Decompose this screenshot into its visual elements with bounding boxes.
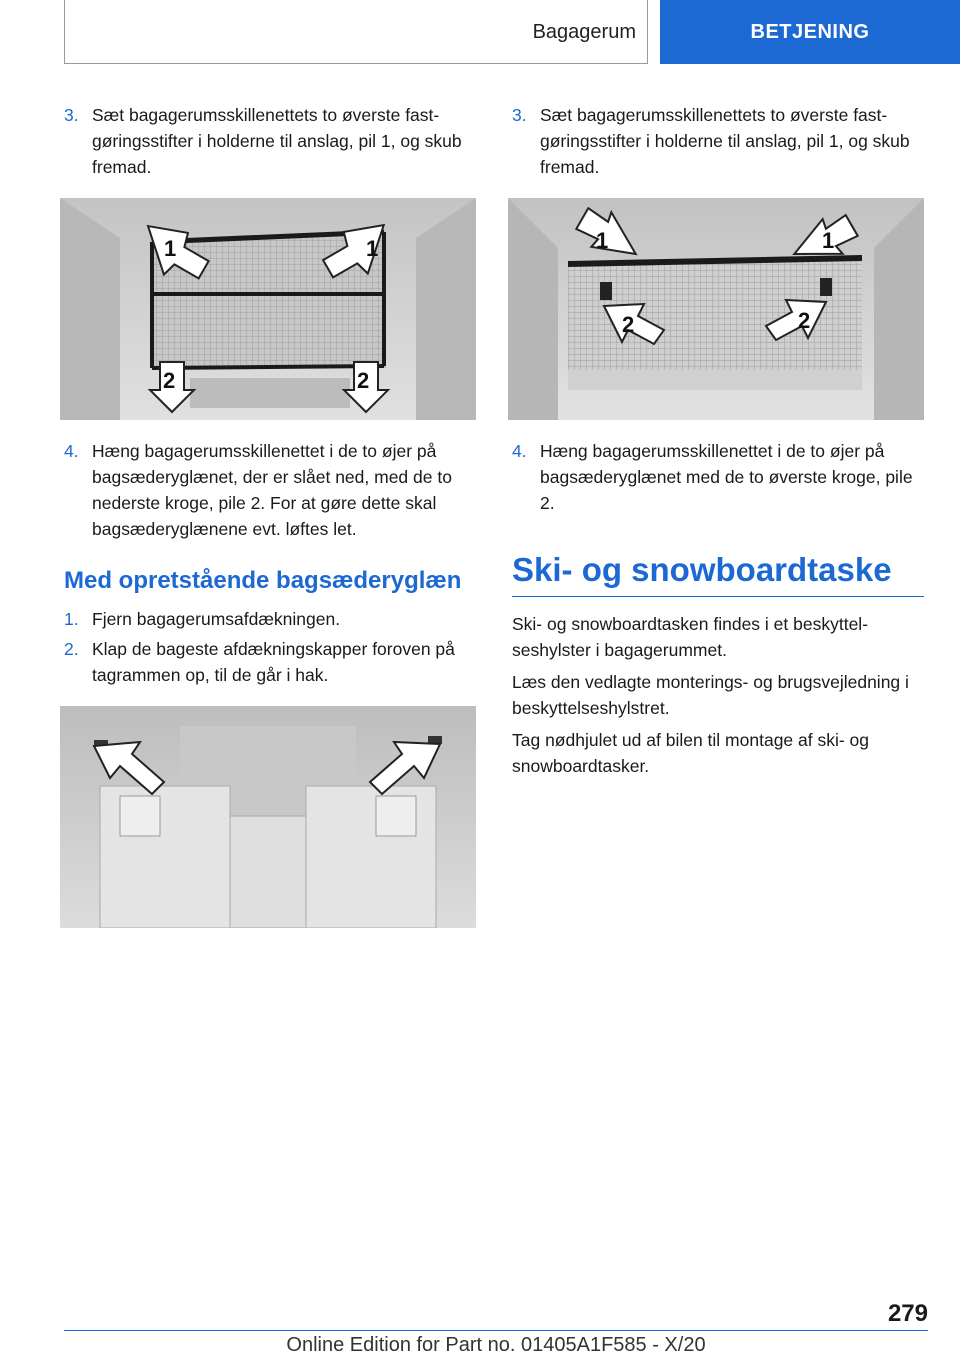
paragraph: Læs den vedlagte monterings- og brugsvejledning i beskyttelseshylstret. <box>512 672 909 718</box>
figure-roof-covers <box>60 706 476 928</box>
step-number: 3. <box>512 105 527 125</box>
paragraph: Tag nødhjulet ud af bilen til montage af ski- og snowboardtasker. <box>512 730 870 776</box>
footer-rule <box>64 1330 928 1331</box>
figure-label: 2 <box>798 308 811 333</box>
step-number: 1. <box>64 609 79 629</box>
step-item <box>508 438 924 516</box>
step-text: Hæng bagagerumsskillenettet i de to øjer på bagsæderyglænet, der er slået ned, med de to nederste kroge, pile 2. For at gøre dette skal bagsæderyglænene evt. løftes let. <box>92 441 452 539</box>
figure-label: 2 <box>163 368 176 393</box>
step-text: Klap de bageste afdækningskapper foroven på tagrammen op, til de går i hak. <box>92 639 455 685</box>
figure-label: 1 <box>164 236 177 261</box>
step-item <box>60 102 476 180</box>
figure-label: 1 <box>822 228 835 253</box>
step-number: 4. <box>64 441 79 461</box>
step-text: Sæt bagagerumsskillenettets to øverste fastgøringsstifter i holderne til anslag, pil 1, og skub fremad. <box>540 105 910 177</box>
step-item <box>60 606 476 632</box>
left-column <box>60 102 476 946</box>
figure-cargo-net-upright-seats <box>508 198 924 420</box>
footer-edition: Online Edition for Part no. 01405A1F585 - X/20 <box>286 1334 706 1356</box>
step-text: Sæt bagagerumsskillenettets to øverste fastgøringsstifter i holderne til anslag, pil 1, og skub fremad. <box>92 105 462 177</box>
step-item <box>508 102 924 180</box>
step-text: Fjern bagagerumsafdækningen. <box>92 609 341 629</box>
section-heading: Ski- og snowboardtaske <box>512 550 924 597</box>
step-number: 2. <box>64 639 79 659</box>
figure-cargo-net-folded-seats <box>60 198 476 420</box>
figure-label: 2 <box>357 368 370 393</box>
step-number: 3. <box>64 105 79 125</box>
right-column <box>508 102 924 783</box>
step-text: Hæng bagagerumsskillenettet i de to øjer på bagsæderyglænet med de to øverste kroge, pile 2. <box>540 441 913 513</box>
chapter-tab: BETJENING <box>660 0 960 64</box>
step-number: 4. <box>512 441 527 461</box>
step-item <box>60 438 476 542</box>
paragraph: Ski- og snowboardtasken findes i et beskyttelseshylster i bagagerummet. <box>512 614 869 660</box>
figure-label: 1 <box>596 228 609 253</box>
step-item <box>60 636 476 688</box>
page-number: 279 <box>887 1300 928 1327</box>
figure-label: 2 <box>622 312 635 337</box>
figure-label: 1 <box>366 236 379 261</box>
subheading: Med opretstående bagsæderyglæn <box>64 567 462 594</box>
section-title: Bagagerum <box>532 20 636 43</box>
